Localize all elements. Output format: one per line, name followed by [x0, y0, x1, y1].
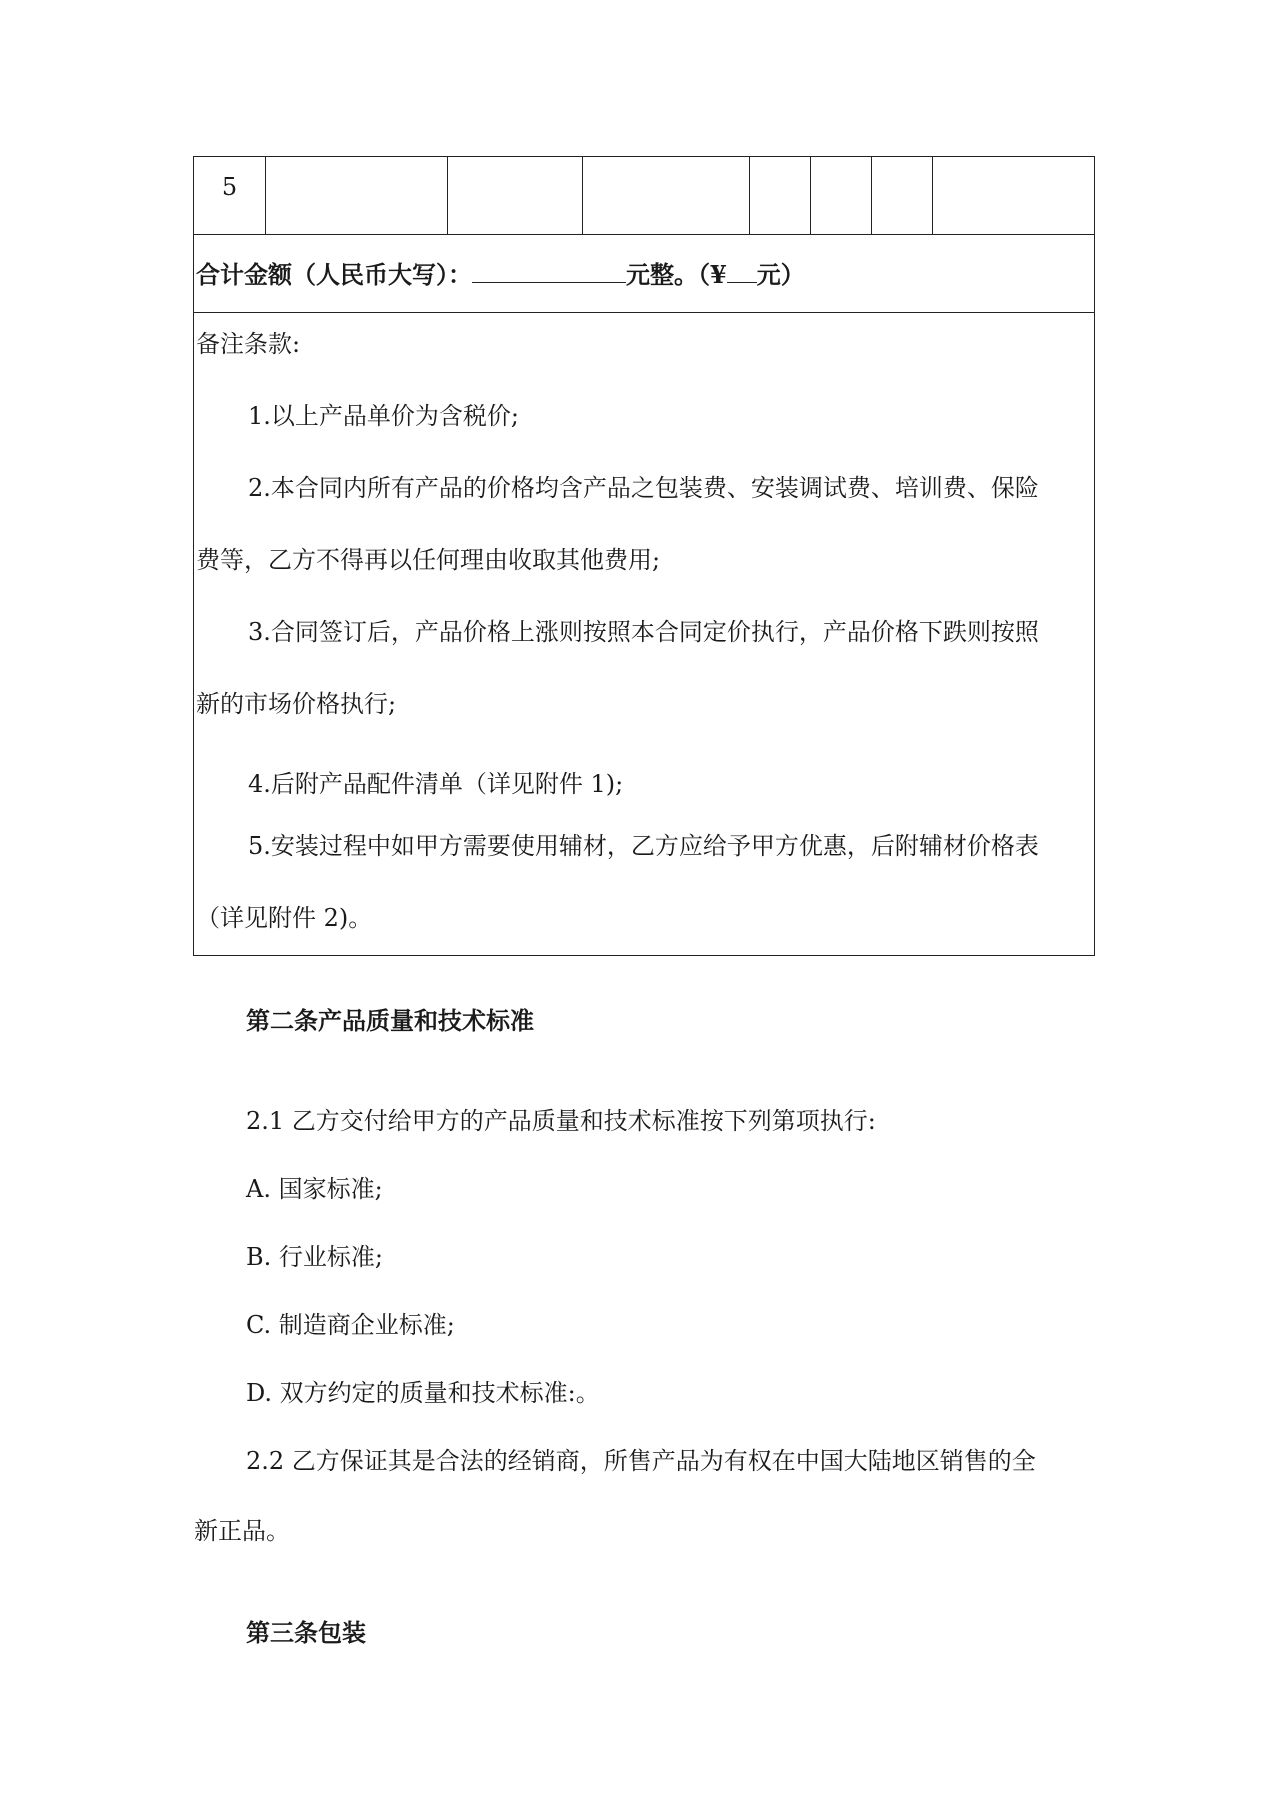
table-row [194, 157, 1094, 235]
remarks-section [194, 313, 1094, 955]
article-2-paragraph: 2.2 乙方保证其是合法的经销商，所售产品为有权在中国大陆地区销售的全 [246, 1447, 1036, 1475]
price-table [193, 156, 1095, 956]
remark-item: 1.以上产品单价为含税价; [248, 402, 519, 430]
total-amount-label: 合计金额（人民币大写）： [196, 260, 472, 289]
table-cell-index [194, 157, 266, 234]
article-3-title: 第三条包装 [246, 1618, 366, 1647]
total-amount-line [196, 255, 805, 290]
remark-item: 费等，乙方不得再以任何理由收取其他费用; [196, 546, 661, 574]
row-number: 5 [221, 173, 238, 201]
remark-item: 5.安装过程中如甲方需要使用辅材，乙方应给予甲方优惠，后附辅材价格表 [248, 832, 1039, 860]
remark-item: 新的市场价格执行; [196, 690, 397, 718]
remark-item: 4.后附产品配件清单（详见附件 1); [248, 770, 624, 798]
table-cell [933, 157, 1094, 234]
standard-option: A. 国家标准; [246, 1175, 383, 1203]
total-amount-unit: 元） [756, 260, 805, 289]
standard-option: C. 制造商企业标准; [246, 1311, 455, 1339]
remark-item: （详见附件 2)。 [196, 904, 373, 932]
amount-figures-blank[interactable] [727, 258, 757, 283]
standard-option: B. 行业标准; [246, 1243, 383, 1271]
total-amount-suffix: 元整。（¥ [626, 260, 727, 289]
table-cell [583, 157, 750, 234]
table-cell [872, 157, 933, 234]
article-2-paragraph: 2.1 乙方交付给甲方的产品质量和技术标准按下列第项执行: [246, 1107, 876, 1135]
remark-item: 2.本合同内所有产品的价格均含产品之包装费、安装调试费、培训费、保险 [248, 474, 1039, 502]
table-cell [266, 157, 448, 234]
article-2-title: 第二条产品质量和技术标准 [246, 1006, 534, 1035]
table-cell [750, 157, 811, 234]
article-2-paragraph: 新正品。 [194, 1517, 290, 1545]
standard-option: D. 双方约定的质量和技术标准:。 [246, 1379, 600, 1407]
amount-words-blank[interactable] [472, 258, 626, 283]
remark-item: 3.合同签订后，产品价格上涨则按照本合同定价执行，产品价格下跌则按照 [248, 618, 1039, 646]
table-cell [448, 157, 583, 234]
total-amount-row [194, 235, 1094, 313]
table-cell [811, 157, 872, 234]
remarks-heading: 备注条款: [196, 330, 301, 358]
